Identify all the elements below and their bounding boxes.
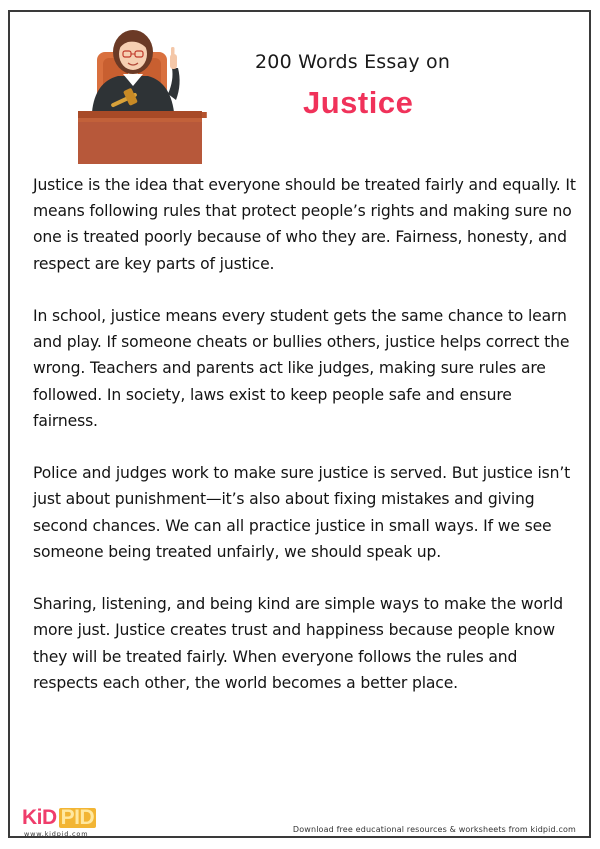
essay-paragraph: Sharing, listening, and being kind are simple ways to make the world more just. Justice creates trust and happiness because people know they will be treated fairly. When everyone follows the rules and respects each other, the world becomes a better place. bbox=[33, 595, 564, 692]
essay-paragraph: Police and judges work to make sure justice is served. But justice isn’t just about punishment—it’s also about fixing mistakes and giving second chances. We can all practice justice in small ways. If we see someone being treated unfairly, we should speak up. bbox=[33, 464, 571, 561]
logo-wordmark bbox=[22, 808, 102, 828]
essay-paragraph: Justice is the idea that everyone should be treated fairly and equally. It means following rules that protect people’s rights and making sure no one is treated poorly because of who they are. Fairness, honesty, and respect are key parts of justice. bbox=[33, 176, 576, 273]
essay-paragraph: In school, justice means every student gets the same chance to learn and play. If someone cheats or bullies others, justice helps correct the wrong. Teachers and parents act like judges, making sure rules are followed. In society, laws exist to keep people safe and ensure fairness. bbox=[33, 307, 570, 430]
footer-download-note: Download free educational resources & worksheets from kidpid.com bbox=[292, 825, 576, 834]
essay-title: Justice bbox=[303, 85, 414, 120]
essay-subtitle: 200 Words Essay on bbox=[255, 51, 451, 73]
logo-url[interactable]: www.kidpid.com bbox=[24, 830, 89, 838]
kidpid-logo[interactable] bbox=[22, 808, 102, 840]
judge-at-bench-icon bbox=[50, 14, 220, 164]
logo-pid-text: PID bbox=[60, 806, 95, 829]
logo-kid-text: KiD bbox=[22, 806, 57, 829]
essay-body bbox=[33, 172, 581, 722]
